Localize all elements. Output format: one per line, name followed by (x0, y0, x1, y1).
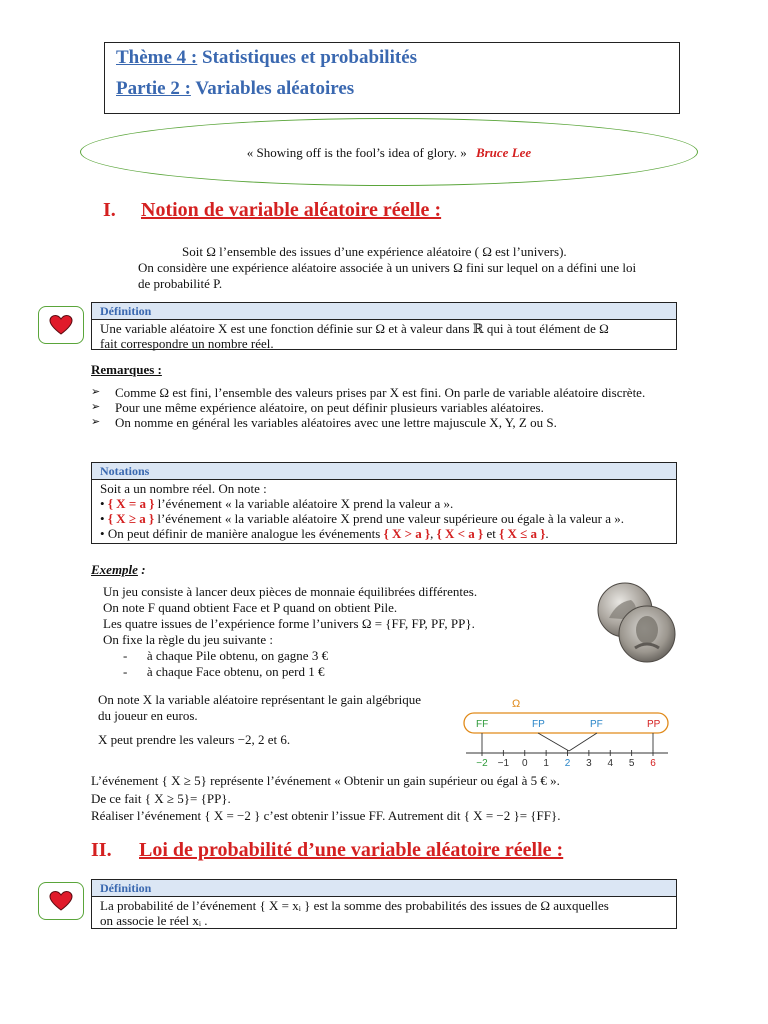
notation-1: • { X = a } l’événement « la variable aléatoire X prend la valeur a ». (100, 496, 454, 511)
notations-header: Notations (92, 463, 676, 480)
issue-pf: PF (590, 719, 603, 730)
event-line-3: Réaliser l’événement { X = −2 } c’est obtenir l’issue FF. Autrement dit { X = −2 }= {FF}. (91, 808, 561, 823)
arrow-pf (569, 733, 597, 751)
arrow-bullet-icon: ➢ (91, 386, 101, 398)
arrow-bullet-icon: ➢ (91, 416, 101, 428)
arrow-fp (538, 733, 569, 751)
event-line-1: L’événement { X ≥ 5} représente l’événement « Obtenir un gain supérieur ou égal à 5 € ». (91, 773, 560, 788)
definition-header: Définition (92, 880, 676, 897)
heart-badge (38, 306, 84, 344)
omega-label: Ω (512, 698, 521, 710)
notation-3: • On peut définir de manière analogue les événements { X > a }, { X < a } et { X ≤ a }. (100, 526, 549, 541)
heart-icon (49, 314, 73, 336)
intro-line-2: On considère une expérience aléatoire associée à un univers Ω fini sur lequel on a défini une loi (138, 260, 637, 275)
tick-label: −1 (497, 758, 510, 768)
event-line-2: De ce fait { X ≥ 5}= {PP}. (91, 791, 231, 806)
valeurs-line: X peut prendre les valeurs −2, 2 et 6. (98, 732, 291, 747)
definition-line-2: fait correspondre un nombre réel. (100, 336, 274, 351)
exemple-line-2: On note F quand obtient Face et P quand on obtient Pile. (103, 600, 398, 615)
list-item: ➢ On nomme en général les variables aléatoires avec une lettre majuscule X, Y, Z ou S. (91, 415, 557, 430)
list-item: ➢ Pour une même expérience aléatoire, on peut définir plusieurs variables aléatoires. (91, 400, 544, 415)
exemple-line-1: Un jeu consiste à lancer deux pièces de monnaie équilibrées différentes. (103, 584, 478, 599)
definition-box (91, 879, 677, 929)
part-name: Variables aléatoires (195, 78, 355, 99)
tick-label: 1 (543, 758, 549, 768)
section-2-number: II. (91, 839, 112, 861)
heart-icon (49, 890, 73, 912)
definition-body (92, 320, 676, 352)
intro-line-3: de probabilité P. (138, 276, 223, 291)
remarques-list (91, 385, 671, 430)
definition-header: Définition (92, 303, 676, 320)
section-2-heading (91, 839, 563, 862)
tick-label: 2 (564, 758, 571, 768)
quote (80, 145, 698, 161)
definition-line-1: Une variable aléatoire X est une fonction définie sur Ω et à valeur dans ℝ qui à tout élément de Ω (100, 321, 609, 336)
notations-intro: Soit a un nombre réel. On note : (100, 481, 267, 496)
coins-image (595, 580, 680, 665)
section-1-heading (103, 199, 441, 222)
tick-label: 4 (607, 758, 614, 768)
omega-diagram (462, 696, 672, 768)
part-title (116, 78, 354, 100)
omega-set (464, 713, 668, 733)
definition-body (92, 897, 676, 929)
section-1-number: I. (103, 199, 116, 221)
tick-label: 5 (628, 758, 635, 768)
exemple-line-3: Les quatre issues de l’expérience forme l’univers Ω = {FF, FP, PF, PP}. (103, 616, 475, 631)
notations-box (91, 462, 677, 544)
gain-line-1: On note X la variable aléatoire représentant le gain algébrique (98, 692, 422, 707)
tick-label: 6 (650, 758, 656, 768)
section-1-title: Notion de variable aléatoire réelle : (141, 199, 442, 221)
tick-label: 0 (521, 758, 528, 768)
definition-line-1: La probabilité de l’événement { X = xᵢ } est la somme des probabilités des issues de Ω auxquelles (100, 898, 609, 913)
notations-body (92, 480, 676, 542)
quote-author: Bruce Lee (475, 145, 532, 160)
regle-1: - à chaque Pile obtenu, on gagne 3 € (123, 648, 329, 663)
tick-label: −2 (476, 758, 488, 768)
exemple-line-4: On fixe la règle du jeu suivante : (103, 632, 274, 647)
definition-box (91, 302, 677, 350)
notation-2: • { X ≥ a } l’événement « la variable aléatoire X prend une valeur supérieure ou égale à la valeur a ». (100, 511, 625, 526)
intro-line-1: Soit Ω l’ensemble des issues d’une expérience aléatoire ( Ω est l’univers). (182, 244, 567, 259)
issue-ff: FF (476, 719, 489, 730)
gain-line-2: du joueur en euros. (98, 708, 198, 723)
list-item: ➢ Comme Ω est fini, l’ensemble des valeurs prises par X est fini. On parle de variable aléatoire discrète. (91, 385, 646, 400)
part-number: Partie 2 : (116, 78, 191, 99)
theme-number: Thème 4 : (116, 47, 198, 68)
remarques-title: Remarques : (91, 362, 162, 377)
regle-2: - à chaque Face obtenu, on perd 1 € (123, 664, 325, 679)
issue-fp: FP (532, 719, 545, 730)
definition-line-2: on associe le réel xᵢ . (100, 913, 208, 928)
section-2-title: Loi de probabilité d’une variable aléatoire réelle : (139, 839, 564, 861)
tick-label: 3 (586, 758, 592, 768)
arrow-bullet-icon: ➢ (91, 401, 101, 413)
heart-badge (38, 882, 84, 920)
theme-title (116, 47, 417, 69)
quote-text: « Showing off is the fool’s idea of glory. » (246, 145, 467, 160)
issue-pp: PP (647, 719, 661, 730)
theme-name: Statistiques et probabilités (202, 47, 418, 68)
exemple-title: Exemple : (91, 562, 146, 577)
